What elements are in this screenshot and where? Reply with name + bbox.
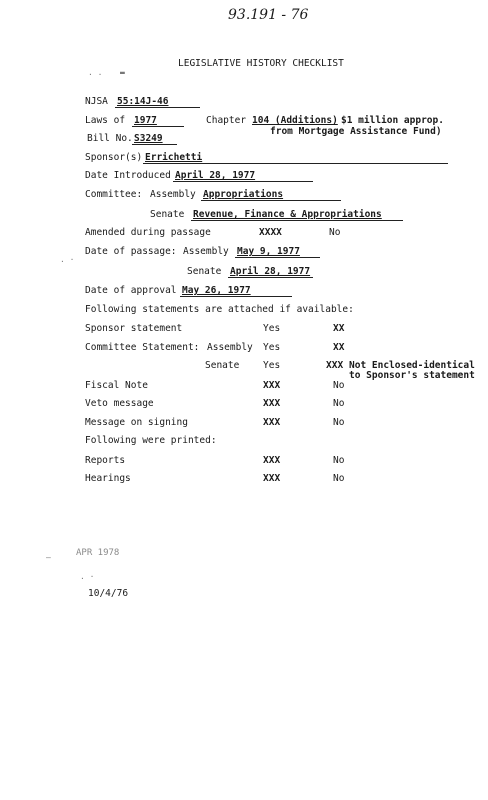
- committee-statement-senate-no: XXX: [326, 360, 344, 371]
- approval-value: May 26, 1977: [182, 285, 251, 296]
- committee-statement-assembly-yes: Yes: [263, 342, 281, 353]
- sponsor-label: Sponsor(s): [85, 152, 143, 163]
- chapter-note-line1: $1 million approp.: [341, 115, 444, 126]
- scan-mark: . ·: [60, 255, 75, 264]
- date-introduced-label: Date Introduced: [85, 170, 171, 181]
- chapter-note-line2: from Mortgage Assistance Fund): [270, 126, 442, 137]
- scan-mark: ▬: [120, 68, 125, 77]
- amended-label: Amended during passage: [85, 227, 211, 238]
- amended-yes: XXXX: [259, 227, 282, 238]
- passage-assembly-value: May 9, 1977: [237, 246, 300, 257]
- committee-assembly-label: Assembly: [150, 189, 196, 200]
- approval-rule: [180, 296, 292, 297]
- passage-assembly-rule: [235, 257, 320, 258]
- committee-assembly-rule: [201, 200, 341, 201]
- reports-no: No: [333, 455, 345, 466]
- message-on-signing-no: No: [333, 417, 345, 428]
- received-stamp: APR 1978: [76, 548, 120, 558]
- passage-label: Date of passage:: [85, 246, 177, 257]
- reports-label: Reports: [85, 455, 126, 466]
- message-on-signing-yes: XXX: [263, 417, 281, 428]
- committee-statement-senate-note-line2: to Sponsor's statement: [349, 370, 475, 381]
- committee-statement-senate-yes: Yes: [263, 360, 281, 371]
- date-introduced-value: April 28, 1977: [175, 170, 256, 181]
- njsa-value: 55:14J-46: [117, 96, 169, 107]
- committee-senate-label: Senate: [150, 209, 185, 220]
- laws-label: Laws of: [85, 115, 126, 126]
- handwritten-reference: 93.191 - 76: [228, 7, 309, 23]
- committee-assembly-value: Appropriations: [203, 189, 284, 200]
- passage-senate-label: Senate: [187, 266, 222, 277]
- printed-heading: Following were printed:: [85, 435, 217, 446]
- committee-statement-senate-note-line1: Not Enclosed-identical: [349, 360, 475, 371]
- bill-value: S3249: [134, 133, 163, 144]
- veto-message-label: Veto message: [85, 398, 154, 409]
- reports-yes: XXX: [263, 455, 281, 466]
- message-on-signing-label: Message on signing: [85, 417, 188, 428]
- chapter-label: Chapter: [206, 115, 247, 126]
- attached-heading: Following statements are attached if available:: [85, 304, 354, 315]
- committee-senate-value: Revenue, Finance & Appropriations: [193, 209, 382, 220]
- date-introduced-rule: [173, 181, 313, 182]
- veto-message-yes: XXX: [263, 398, 281, 409]
- committee-senate-rule: [191, 220, 403, 221]
- fiscal-note-label: Fiscal Note: [85, 380, 148, 391]
- committee-statement-senate-label: Senate: [205, 360, 240, 371]
- passage-assembly-label: Assembly: [183, 246, 229, 257]
- page-title: LEGISLATIVE HISTORY CHECKLIST: [178, 58, 344, 69]
- hearings-yes: XXX: [263, 473, 281, 484]
- approval-label: Date of approval: [85, 285, 177, 296]
- chapter-value: 104 (Additions): [252, 115, 338, 126]
- sponsor-statement-yes: Yes: [263, 323, 281, 334]
- bill-rule: [132, 144, 177, 145]
- footer-date: 10/4/76: [88, 588, 129, 599]
- laws-value: 1977: [134, 115, 157, 126]
- fiscal-note-no: No: [333, 380, 345, 391]
- sponsor-statement-no: XX: [333, 323, 345, 334]
- committee-statement-assembly-label: Assembly: [207, 342, 253, 353]
- hearings-no: No: [333, 473, 345, 484]
- hearings-label: Hearings: [85, 473, 131, 484]
- amended-no: No: [329, 227, 341, 238]
- committee-statement-label: Committee Statement:: [85, 342, 200, 353]
- veto-message-no: No: [333, 398, 345, 409]
- sponsor-value: Errichetti: [145, 152, 203, 163]
- passage-senate-rule: [228, 277, 313, 278]
- sponsor-statement-label: Sponsor statement: [85, 323, 183, 334]
- njsa-rule: [115, 107, 200, 108]
- committee-label: Committee:: [85, 189, 143, 200]
- scan-mark: . ·: [80, 572, 95, 581]
- committee-statement-assembly-no: XX: [333, 342, 345, 353]
- bill-label: Bill No.: [87, 133, 133, 144]
- njsa-label: NJSA: [85, 96, 108, 107]
- scan-mark: —: [46, 553, 51, 562]
- laws-rule: [132, 126, 184, 127]
- sponsor-rule: [143, 163, 448, 164]
- scan-mark: · ·: [88, 70, 103, 79]
- passage-senate-value: April 28, 1977: [230, 266, 311, 277]
- fiscal-note-yes: XXX: [263, 380, 281, 391]
